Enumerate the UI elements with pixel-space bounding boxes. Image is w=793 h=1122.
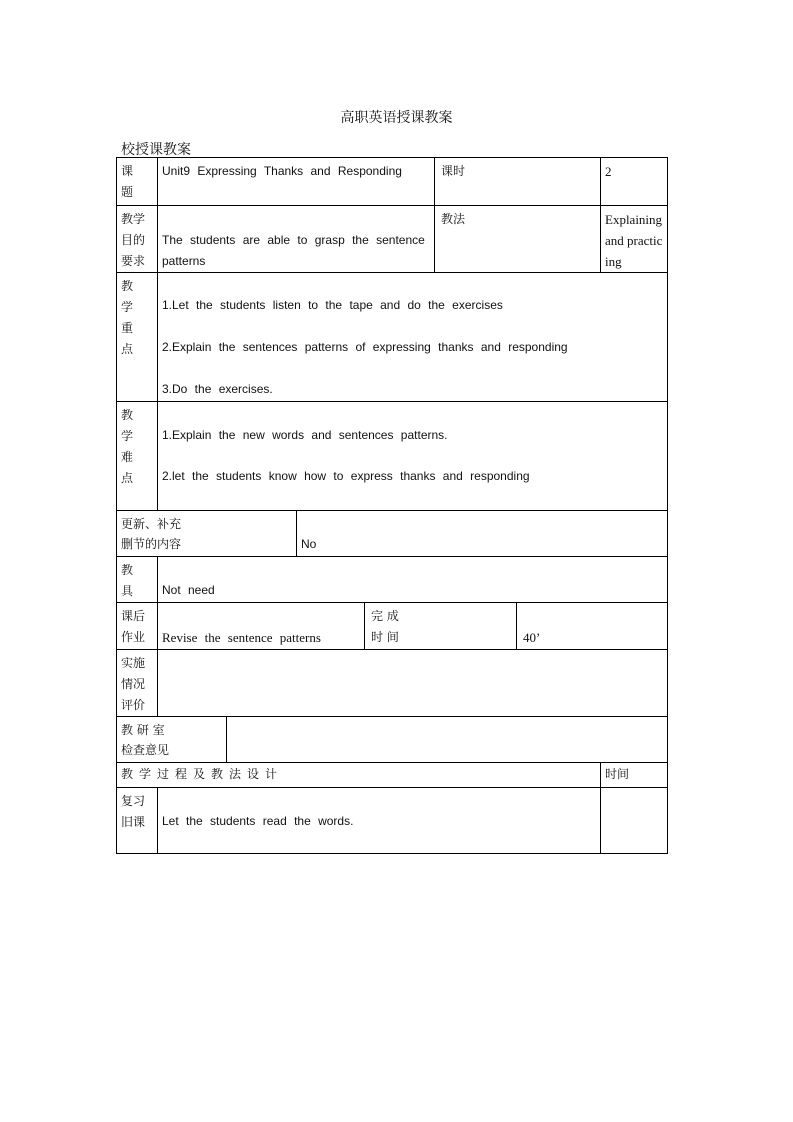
row-objective — [116, 205, 668, 272]
time-header: 时间 — [605, 767, 630, 781]
review-office-label-line1: 教 研 室 — [121, 723, 165, 737]
review-label-line1: 复习 — [121, 794, 146, 808]
school-label: 校授课教案 — [121, 142, 191, 158]
time-header-cell — [600, 762, 668, 787]
objective-label: 教学目的要求 — [121, 212, 146, 268]
topic-label-cell — [116, 157, 157, 205]
review-value: Let the students read the words. — [162, 814, 354, 828]
completion-label-cell — [364, 602, 516, 649]
review-time-cell — [600, 787, 668, 854]
difficulties-label-cell — [116, 401, 157, 510]
homework-label-line2: 作业 — [121, 630, 146, 644]
evaluation-value-cell — [157, 649, 668, 716]
objective-value: The students are able to grasp the sentence patterns — [162, 233, 425, 268]
aids-label: 教具 — [121, 563, 134, 598]
update-label-cell — [116, 510, 296, 556]
aids-value-cell — [157, 556, 668, 602]
homework-value-cell — [157, 602, 364, 649]
key-point-1: 1.Let the students listen to the tape and do the exercises — [162, 298, 503, 312]
objective-value-cell — [157, 205, 434, 272]
row-review — [116, 787, 668, 854]
review-value-cell — [157, 787, 600, 854]
hours-label-cell — [434, 157, 600, 205]
aids-label-cell — [116, 556, 157, 602]
homework-value: Revise the sentence patterns — [162, 630, 321, 645]
update-label-line1: 更新、补充 — [121, 517, 182, 531]
process-header-cell — [116, 762, 600, 787]
method-label-cell — [434, 205, 600, 272]
topic-value-cell — [157, 157, 434, 205]
method-value-cell — [600, 205, 668, 272]
completion-value: 40’ — [523, 630, 541, 645]
row-difficulties — [116, 401, 668, 510]
aids-value: Not need — [162, 583, 215, 597]
homework-label-cell — [116, 602, 157, 649]
review-office-label-cell — [116, 716, 226, 762]
key-point-2: 2.Explain the sentences patterns of expressing thanks and responding — [162, 340, 568, 354]
key-points-value-cell — [157, 272, 668, 401]
objective-label-cell — [116, 205, 157, 272]
evaluation-label: 实施情况评价 — [121, 656, 146, 712]
row-evaluation — [116, 649, 668, 716]
row-aids — [116, 556, 668, 602]
method-value: Explaining and practicing — [605, 212, 663, 269]
document-title: 高职英语授课教案 — [340, 110, 453, 126]
homework-label-line1: 课后 — [121, 609, 146, 623]
row-review-office — [116, 716, 668, 762]
key-point-3: 3.Do the exercises. — [162, 382, 273, 396]
review-label-cell — [116, 787, 157, 854]
completion-label-line2: 时 间 — [371, 630, 399, 644]
row-topic — [116, 157, 668, 205]
key-points-label-cell — [116, 272, 157, 401]
row-update — [116, 510, 668, 556]
topic-label: 课题 — [121, 164, 134, 199]
review-office-value-cell — [226, 716, 668, 762]
topic-value: Unit9 Expressing Thanks and Responding — [162, 164, 402, 178]
hours-value-cell — [600, 157, 668, 205]
completion-label-line1: 完 成 — [371, 609, 399, 623]
completion-value-cell — [516, 602, 668, 649]
update-label-line2: 删节的内容 — [121, 537, 182, 551]
row-key-points — [116, 272, 668, 401]
row-process-header — [116, 762, 668, 787]
difficulties-value-cell — [157, 401, 668, 510]
update-value-cell — [296, 510, 668, 556]
difficulties-label: 教学难点 — [121, 408, 134, 485]
difficulty-1: 1.Explain the new words and sentences patterns. — [162, 428, 448, 442]
method-label: 教法 — [441, 212, 466, 226]
difficulty-2: 2.let the students know how to express thanks and responding — [162, 469, 530, 483]
review-label-line2: 旧课 — [121, 815, 146, 829]
evaluation-label-cell — [116, 649, 157, 716]
hours-value: 2 — [605, 164, 612, 179]
key-points-label: 教学重点 — [121, 279, 134, 356]
process-header: 教学过程及教法设计 — [121, 767, 284, 781]
row-homework — [116, 602, 668, 649]
review-office-label-line2: 检查意见 — [121, 743, 170, 757]
hours-label: 课时 — [441, 164, 466, 178]
update-value: No — [301, 537, 317, 551]
